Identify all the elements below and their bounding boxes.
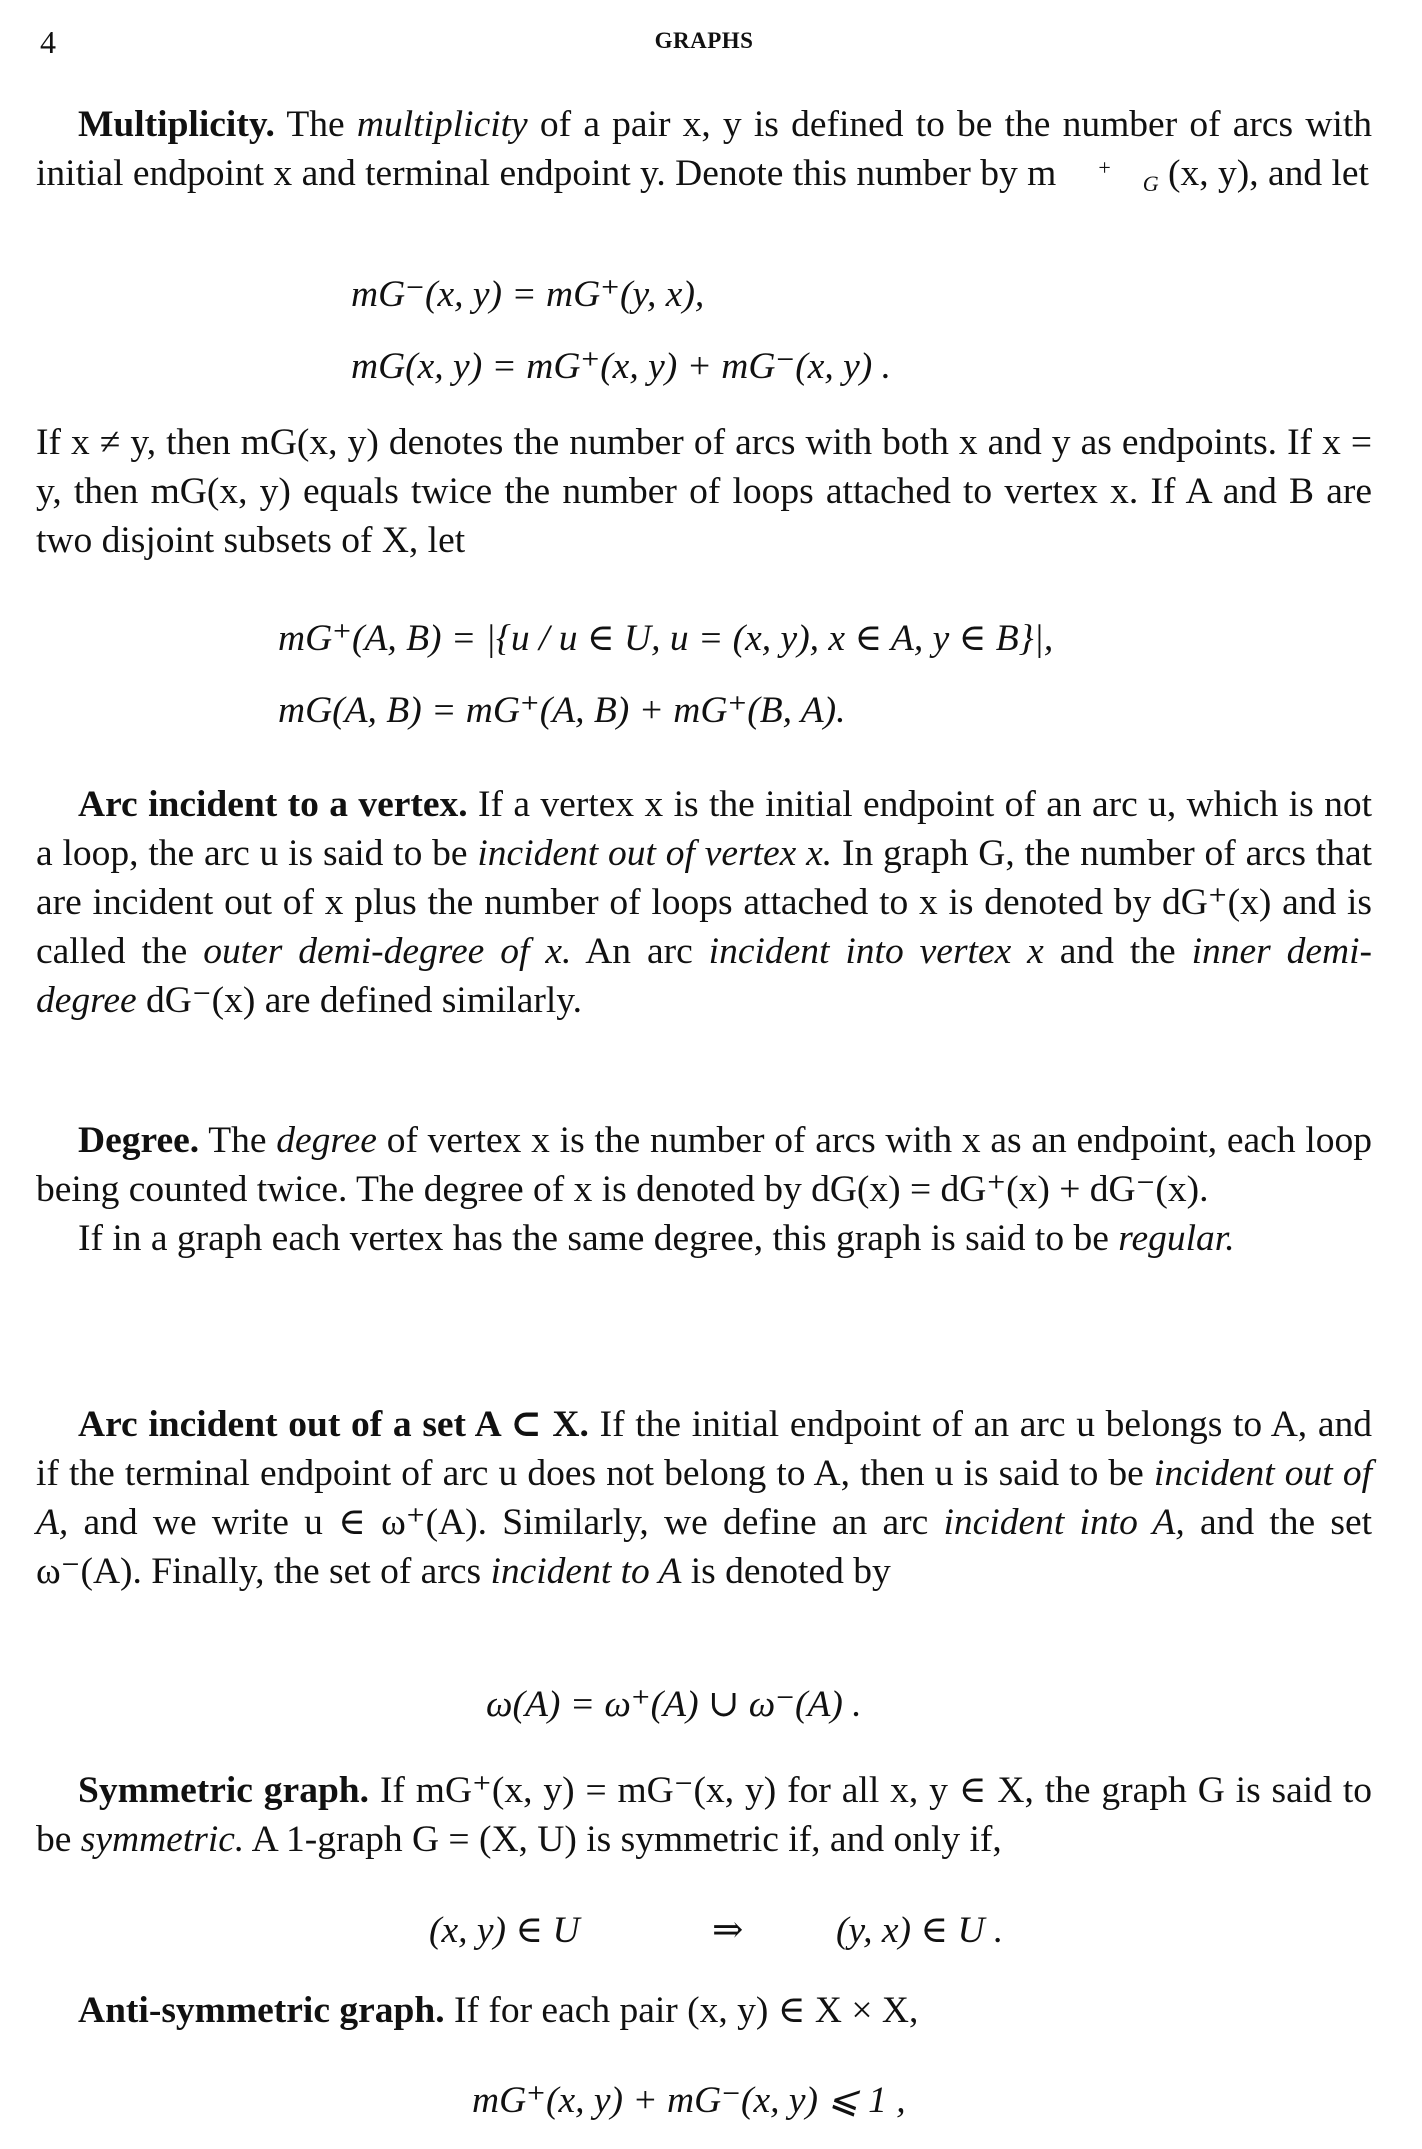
section-symmetric <box>36 1766 1372 1864</box>
equation-omega: ω(A) = ω⁺(A) ∪ ω⁻(A) . <box>486 1684 862 1725</box>
equation-4: mG(A, B) = mG⁺(A, B) + mG⁺(B, A). <box>278 690 846 731</box>
section-arc-incident-set <box>36 1400 1372 1596</box>
antisymmetric-paragraph: Anti-symmetric graph. If for each pair (x, y) ∈ X × X, <box>78 1990 919 2031</box>
degree-paragraph-2: If in a graph each vertex has the same degree, this graph is said to be regular. <box>78 1218 1235 1259</box>
arc-vertex-heading: Arc incident to a vertex. <box>78 784 468 825</box>
equation-symmetric-left: (x, y) ∈ U <box>429 1910 580 1951</box>
arc-set-paragraph: Arc incident out of a set A ⊂ X. If the initial endpoint of an arc u belongs to A, and if the terminal endpoint of arc u does not belong to A, then u is said to be incident out of A, and we write u ∈ ω⁺(A). Similarly, we define an arc incident into A, and the set ω⁻(A). Finally, the set of arcs incident to A is denoted by <box>36 1404 1373 1592</box>
multiplicity-paragraph-2: If x ≠ y, then mG(x, y) denotes the number of arcs with both x and y as endpoints. If x = y, then mG(x, y) equals twice the number of loops attached to vertex x. If A and B are two disjoint subsets of X, let <box>36 422 1372 561</box>
section-degree <box>36 1116 1372 1263</box>
antisymmetric-heading: Anti-symmetric graph. <box>78 1990 445 2031</box>
equation-2: mG(x, y) = mG⁺(x, y) + mG⁻(x, y) . <box>351 346 891 387</box>
implies-arrow: ⇒ <box>712 1910 744 1951</box>
book-page <box>36 0 1372 2149</box>
equation-3: mG⁺(A, B) = |{u / u ∈ U, u = (x, y), x ∈ A, y ∈ B}|, <box>278 618 1054 659</box>
arc-vertex-paragraph: Arc incident to a vertex. If a vertex x is the initial endpoint of an arc u, which is not a loop, the arc u is said to be incident out of vertex x. In graph G, the number of arcs that are incident out of x plus the number of loops attached to x is denoted by dG⁺(x) and is called the outer demi-degree of x. An arc incident into vertex x and the inner demi-degree dG⁻(x) are defined similarly. <box>36 784 1373 1021</box>
section-antisymmetric <box>36 1986 1372 2035</box>
section-multiplicity <box>36 100 1372 202</box>
degree-paragraph: Degree. The degree of vertex x is the number of arcs with x as an endpoint, each loop being counted twice. The degree of x is denoted by dG(x) = dG⁺(x) + dG⁻(x). <box>36 1120 1373 1210</box>
multiplicity-paragraph: Multiplicity. The multiplicity of a pair x, y is defined to be the number of arcs with initial endpoint x and terminal endpoint y. Denote this number by m +G (x, y), and let <box>36 104 1373 196</box>
symmetric-heading: Symmetric graph. <box>78 1770 370 1811</box>
symmetric-paragraph: Symmetric graph. If mG⁺(x, y) = mG⁻(x, y) for all x, y ∈ X, the graph G is said to be symmetric. A 1-graph G = (X, U) is symmetric if, and only if, <box>36 1770 1373 1860</box>
degree-heading: Degree. <box>78 1120 200 1161</box>
term-multiplicity: multiplicity <box>356 104 528 145</box>
multiplicity-paragraph-2-wrap <box>36 418 1372 565</box>
section-arc-incident-vertex <box>36 780 1372 1025</box>
page-number: 4 <box>40 24 56 60</box>
arc-set-heading: Arc incident out of a set A ⊂ X. <box>78 1404 589 1445</box>
page-header <box>36 24 1372 64</box>
equation-antisymmetric: mG⁺(x, y) + mG⁻(x, y) ⩽ 1 , <box>472 2080 906 2121</box>
equation-1: mG⁻(x, y) = mG⁺(y, x), <box>351 274 705 315</box>
equation-symmetric-right: (y, x) ∈ U . <box>836 1910 1004 1951</box>
multiplicity-heading: Multiplicity. <box>78 104 275 145</box>
running-title: GRAPHS <box>654 28 754 53</box>
